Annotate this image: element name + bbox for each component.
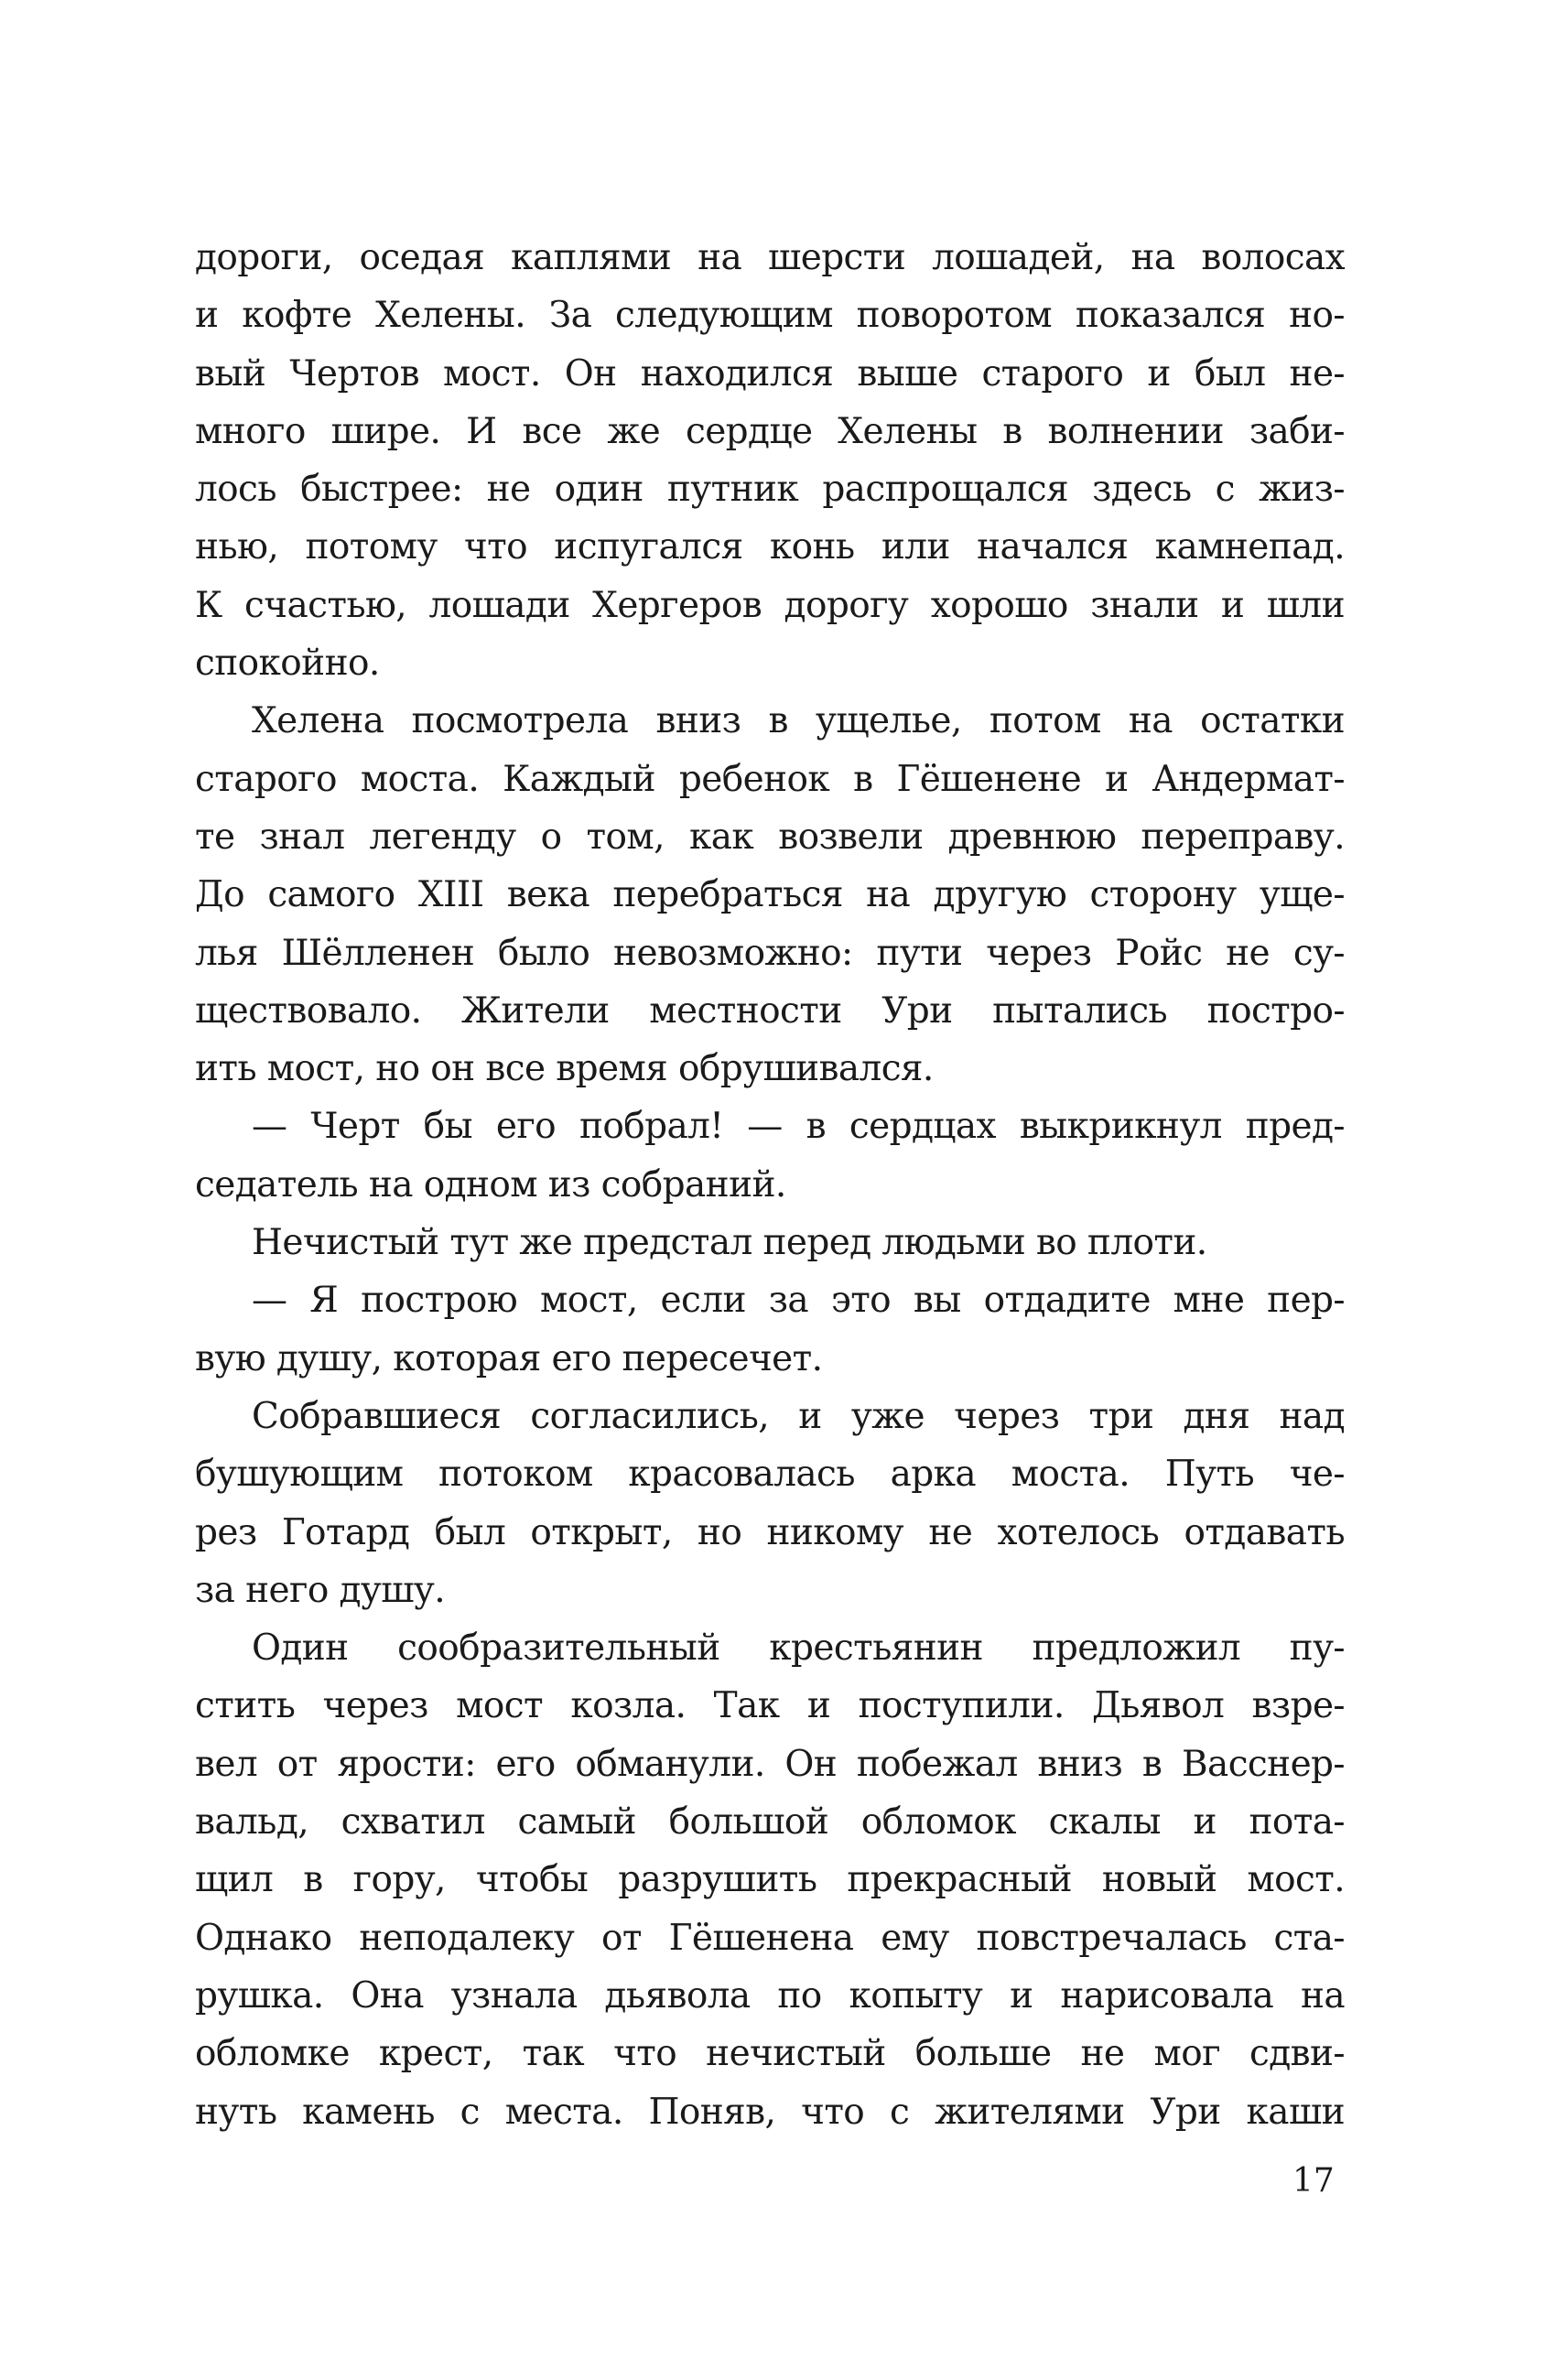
text-line: старого моста. Каждый ребенок в Гёшенене и Андермат- (195, 758, 1345, 800)
text-line: рушка. Она узнала дьявола по копыту и нарисовала на (195, 1974, 1345, 2017)
text-line: стить через мост козла. Так и поступили. Дьявол взре- (195, 1685, 1345, 1727)
text-line: обломке крест, так что нечистый больше не мог сдви- (195, 2033, 1345, 2075)
text-line: ить мост, но он все время обрушивался. (195, 1048, 934, 1090)
text-line: вую душу, которая его пересечет. (195, 1337, 823, 1379)
page-number: 17 (1292, 2162, 1335, 2200)
text-line: Один сообразительный крестьянин предложил пу- (252, 1627, 1345, 1670)
text-line: те знал легенду о том, как возвели древнюю переправу. (195, 816, 1345, 858)
text-line: за него душу. (195, 1569, 446, 1611)
text-line: и кофте Хелены. За следующим поворотом показался но- (195, 295, 1345, 337)
text-line: лось быстрее: не один путник распрощался здесь с жиз- (195, 469, 1345, 511)
text-line: К счастью, лошади Хергеров дорогу хорошо знали и шли (195, 584, 1345, 626)
text-line: До самого XIII века перебраться на другую сторону уще- (195, 874, 1345, 916)
text-line: Нечистый тут же предстал перед людьми во плоти. (252, 1222, 1207, 1264)
text-line: нью, потому что испугался конь или начался камнепад. (195, 526, 1345, 568)
text-line: много шире. И все же сердце Хелены в волнении заби- (195, 410, 1345, 452)
text-line: лья Шёлленен было невозможно: пути через Ройс не су- (195, 932, 1345, 974)
text-line: щил в гору, чтобы разрушить прекрасный новый мост. (195, 1859, 1345, 1901)
text-line: вел от ярости: его обманули. Он побежал вниз в Васснер- (195, 1743, 1345, 1785)
page-body (195, 229, 1345, 2141)
text-line: вальд, схватил самый большой обломок скалы и пота- (195, 1801, 1345, 1844)
text-line: нуть камень с места. Поняв, что с жителями Ури каши (195, 2091, 1345, 2133)
text-line: Хелена посмотрела вниз в ущелье, потом на остатки (252, 700, 1345, 742)
text-line: — Черт бы его побрал! — в сердцах выкрикнул пред- (252, 1106, 1345, 1148)
text-line: вый Чертов мост. Он находился выше старого и был не- (195, 352, 1345, 395)
text-line: Однако неподалеку от Гёшенена ему повстречалась ста- (195, 1917, 1345, 1959)
text-line: — Я построю мост, если за это вы отдадите мне пер- (252, 1280, 1345, 1322)
text-line: рез Готард был открыт, но никому не хотелось отдавать (195, 1511, 1345, 1553)
text-line: ществовало. Жители местности Ури пытались постро- (195, 989, 1345, 1032)
text-line: дороги, оседая каплями на шерсти лошадей, на волосах (195, 237, 1345, 278)
text-line: седатель на одном из собраний. (195, 1163, 786, 1206)
text-line: спокойно. (195, 643, 380, 685)
text-line: Собравшиеся согласились, и уже через три дня над (252, 1395, 1345, 1437)
text-line: бушующим потоком красовалась арка моста. Путь че- (195, 1454, 1345, 1496)
